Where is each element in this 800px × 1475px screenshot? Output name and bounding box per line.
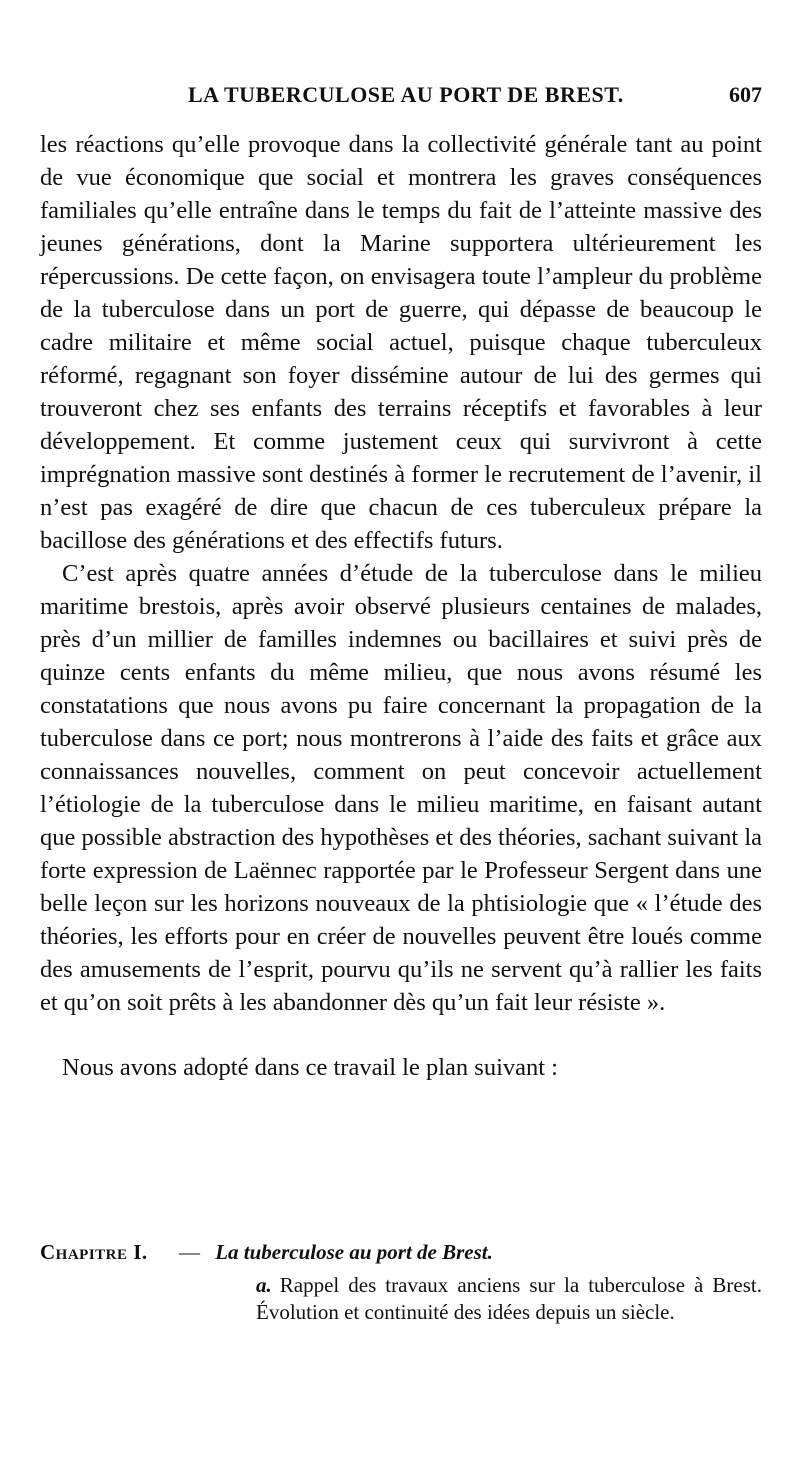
body-text	[40, 128, 762, 1084]
paragraph-3: Nous avons adopté dans ce travail le plan suivant :	[62, 1054, 558, 1081]
running-header	[40, 82, 762, 116]
outline-item-letter: a.	[256, 1273, 272, 1297]
paragraph-2: C’est après quatre années d’étude de la tuberculose dans le milieu maritime brestois, après avoir observé plusieurs centaines de malades, près d’un millier de familles indemnes ou bacillaires et suivi près de quinze cents enfants du même milieu, que nous avons résumé les constatations que nous avons pu faire concernant la propagation de la tuberculose dans ce port; nous montrerons à l’aide des faits et grâce aux connaissances nouvelles, comment on peut concevoir actuellement l’étiologie de la tuberculose dans le milieu maritime, en faisant autant que possible abstraction des hypothèses et des théories, sachant suivant la forte expression de Laënnec rapportée par le Professeur Sergent dans une belle leçon sur les horizons nouveaux de la phtisiologie que « l’étude des théories, les efforts pour en créer de nouvelles peuvent être loués comme des amusements de l’esprit, pourvu qu’ils ne servent qu’à rallier les faits et qu’on soit prêts à les abandonner dès qu’un fait leur résiste ».	[40, 560, 762, 1016]
chapter-heading	[40, 1238, 762, 1266]
outline-item	[256, 1272, 762, 1326]
plan-outline	[40, 1238, 762, 1326]
chapter-title: La tuberculose au port de Brest.	[215, 1240, 493, 1264]
paragraph-1: les réactions qu’elle provoque dans la collectivité générale tant au point de vue économique que social et montrera les graves conséquences familiales qu’elle entraîne dans le temps du fait de l’atteinte massive des jeunes générations, dont la Marine supportera ultérieurement les répercussions. De cette façon, on envisagera toute l’ampleur du problème de la tuberculose dans un port de guerre, qui dépasse de beaucoup le cadre militaire et même social actuel, puisque chaque tuberculeux réformé, regagnant son foyer dissémine autour de lui des germes qui trouveront chez ses enfants des terrains réceptifs et favorables à leur développement. Et comme justement ceux qui survivront à cette imprégnation massive sont destinés à former le recrutement de l’avenir, il n’est pas exagéré de dire que chacun de ces tuberculeux prépare la bacillose des générations et des effectifs futurs.	[40, 131, 762, 554]
running-title: LA TUBERCULOSE AU PORT DE BREST.	[188, 82, 624, 107]
outline-item-text: Rappel des travaux anciens sur la tuberculose à Brest. Évolution et continuité des idées depuis un siècle.	[256, 1273, 762, 1324]
chapter-label: Chapitre I.	[40, 1240, 148, 1264]
chapter-dash: —	[178, 1240, 200, 1264]
page-number: 607	[729, 82, 762, 107]
